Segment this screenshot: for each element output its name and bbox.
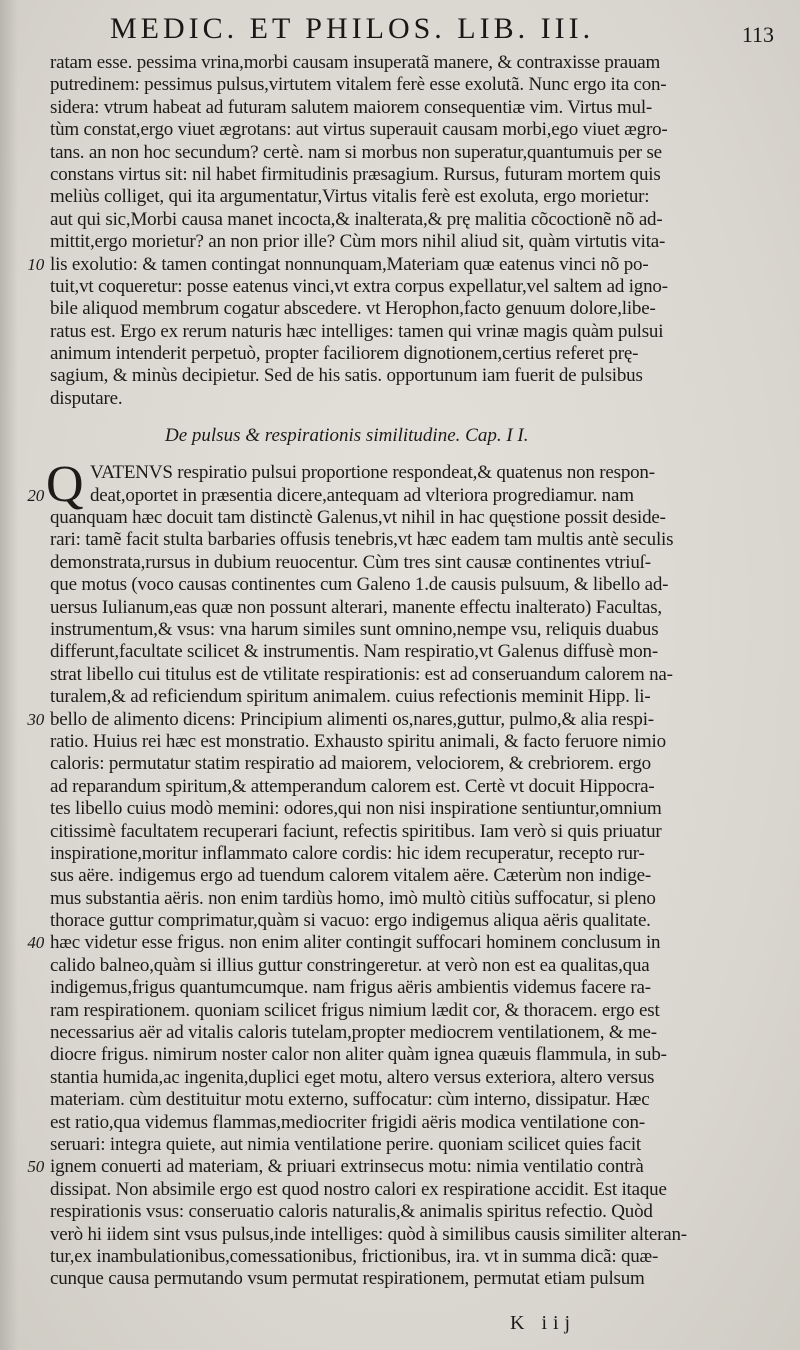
text-line: putredinem: pessimus pulsus,virtutem vitalem ferè esse exolutã. Nunc ergo ita con- [50,74,667,96]
text-line: mus substantia aëris. non enim tardiùs homo, imò multò citiùs suffocatur, si pleno [50,887,656,909]
line-number: 10 [27,254,44,274]
text-line: caloris: permutatur statim respiratio ad maiorem, velociorem, & crebriorem. ergo [50,753,651,775]
text-line-content: ignem conuerti ad materiam, & priuari extrinsecus motu: nimia ventilatio contrà [50,1156,644,1178]
text-line-numbered [27,932,785,954]
text-line: differunt,facultate scilicet & instrumentis. Nam respiratio,vt Galenus diffusè mon- [50,641,658,663]
text-line: thorace guttur comprimatur,quàm si vacuo: ergo indigemus aliqua aëris qualitate. [50,910,651,932]
text-line: tuit,vt coqueretur: posse eatenus vinci,vt extra corpus expellatur,vel saltem ad igno- [50,275,668,297]
text-line: strat libello cui titulus est de vtilitate respirationis: est ad conseruandum calorem na- [50,663,673,685]
text-line: ratam esse. pessima vrina,morbi causam insuperatã manere, & contraxisse prauam [50,52,661,73]
text-line: cunque causa permutando vsum permutat respirationem, permutat etiam pulsum [50,1268,645,1290]
chapter-title: De pulsus & respirationis similitudine. Cap. I I. [165,425,529,447]
text-line: calido balneo,quàm si illius guttur constringeretur. at verò non est ea qualitas,qua [50,954,650,976]
text-line: tes libello cuius modò memini: odores,qui non nisi inspiratione sentiuntur,omnium [50,798,662,820]
text-line: tans. an non hoc secundum? certè. nam si morbus non superatur,quantumuis per se [50,141,662,163]
signature-mark: K iij [510,1312,577,1334]
text-line: stantia humida,ac ingenita,duplici eget motu, altero versus exteriora, altero versus [50,1066,655,1088]
text-line: bile aliquod membrum cogatur abscedere. vt Herophon,facto genuum dolore,libe- [50,298,656,320]
text-line-numbered [27,708,785,731]
running-title: MEDIC. ET PHILOS. LIB. III. [110,12,595,45]
text-line-content: deat,oportet in præsentia dicere,antequam ad vlteriora progrediamur. nam [90,484,634,506]
drop-capital: Q [46,456,84,514]
text-line: verò hi iidem sint vsus pulsus,inde intelliges: quòd à similibus causis similiter alteran- [50,1223,687,1245]
text-line-numbered [27,484,785,507]
main-text-block [27,52,785,1291]
line-number: 50 [27,1157,44,1177]
text-line-content: VATENVS respiratio pulsui proportione respondeat,& quatenus non respon- [90,462,655,484]
text-line: constans virtus sit: nil habet firmitudinis præsagium. Rursus, futuram mortem quis [50,163,661,185]
text-line: ad reparandum spiritum,& attemperandum calorem est. Certè vt docuit Hippocra- [50,775,655,797]
text-line: quanquam hæc docuit tam distinctè Galenus,vt nihil in hac quęstione possit deside- [50,507,666,529]
text-line: rari: tamẽ facit stulta barbaries offusis tenebris,vt hæc eadem tam multis antè seculis [50,529,674,551]
line-number: 40 [27,933,44,953]
text-line-numbered [27,1156,785,1178]
text-line-content: hæc videtur esse frigus. non enim aliter contingit suffocari hominem conclusum in [50,932,661,954]
line-number: 20 [27,485,44,505]
text-line: sus aëre. indigemus ergo ad tuendum calorem vitalem aëre. Cæterùm non indige- [50,865,652,887]
text-line: ram respirationem. quoniam scilicet frigus nimium lædit cor, & thoracem. ergo est [50,999,660,1021]
text-line: tur,ex inambulationibus,comessationibus, frictionibus, ira. vt in summa dicã: quæ- [50,1245,659,1267]
text-line: ratus est. Ergo ex rerum naturis hæc intelliges: tamen qui vrinæ magis quàm pulsui [50,320,664,342]
text-line: necessarius aër ad vitalis caloris tutelam,propter mediocrem ventilationem, & me- [50,1022,657,1044]
text-line: respirationis vsus: conseruatio caloris naturalis,& animalis spiritus refectio. Quòd [50,1201,653,1223]
text-line: inspiratione,moritur inflammato calore cordis: hic idem recuperatur, recepto rur- [50,842,645,864]
text-line: que motus (voco causas continentes cum Galeno 1.de causis pulsuum, & libello ad- [50,574,669,596]
text-line-numbered [27,253,785,276]
text-line: aut qui sic,Morbi causa manet incocta,& inalterata,& prę malitia cõcoctionẽ nõ ad- [50,208,663,230]
text-line: dissipat. Non absimile ergo est quod nostro calori ex respiratione accidit. Est itaque [50,1178,667,1200]
page-number: 113 [741,22,774,47]
text-line-content: lis exolutio: & tamen contingat nonnunquam,Materiam quæ eatenus vinci nõ po- [50,253,649,275]
text-line: turalem,& ad reficiendum spiritum animalem. cuius refectionis meminit Hipp. li- [50,686,651,708]
line-number: 30 [27,709,44,729]
text-line: meliùs colliget, qui ita argumentatur,Virtus vitalis ferè est exoluta, ergo morietur: [50,186,650,208]
text-line: tùm constat,ergo viuet ægrotans: aut virtus superauit causam morbi,ego viuet ægro- [50,119,668,141]
text-line: mittit,ergo morietur? an non prior ille? Cùm mors nihil aliud sit, quàm virtutis vita- [50,231,666,253]
text-line-content: bello de alimento dicens: Principium alimenti os,nares,guttur, pulmo,& alia respi- [50,708,654,730]
text-line: uersus Iulianum,eas quæ non possunt alterari, manente effectu inalterato) Facultas, [50,596,662,618]
text-line: citissimè facultatem recuperari faciunt, refectis spiritibus. Iam verò si quis priuatur [50,820,662,842]
text-line: est ratio,qua videmus flammas,mediocriter frigidi aëris modica ventilatione con- [50,1111,645,1133]
text-line: instrumentum,& vsus: vna harum similes sunt omnino,nempe vsu, reliquis duabus [50,618,659,640]
text-line: indigemus,frigus quantumcumque. nam frigus aëris ambientis videmus facere ra- [50,977,651,999]
text-line: materiam. cùm destituitur motu externo, suffocatur: cùm interno, dissipatur. Hæc [50,1089,650,1111]
text-line: sagium, & minùs decipietur. Sed de his satis. opportunum iam fuerit de pulsibus [50,365,643,387]
text-line: ratio. Huius rei hæc est monstratio. Exhausto spiritu animali, & facto feruore nimio [50,730,666,752]
text-line: sidera: vtrum habeat ad futuram salutem maiorem consequentiæ vim. Virtus mul- [50,96,653,118]
text-line: seruari: integra quiete, aut nimia ventilatione perire. quoniam scilicet quies facit [50,1133,641,1155]
text-line: diocre frigus. nimirum noster calor non aliter quàm ignea quæuis flammula, in sub- [50,1044,667,1066]
text-line: animum intenderit perpetuò, propter faciliorem dignotionem,certius referet prę- [50,343,639,365]
text-line: demonstrata,rursus in dubium reuocentur. Cùm tres sint causæ continentes vtriuſ- [50,551,651,573]
text-line: disputare. [50,387,123,409]
